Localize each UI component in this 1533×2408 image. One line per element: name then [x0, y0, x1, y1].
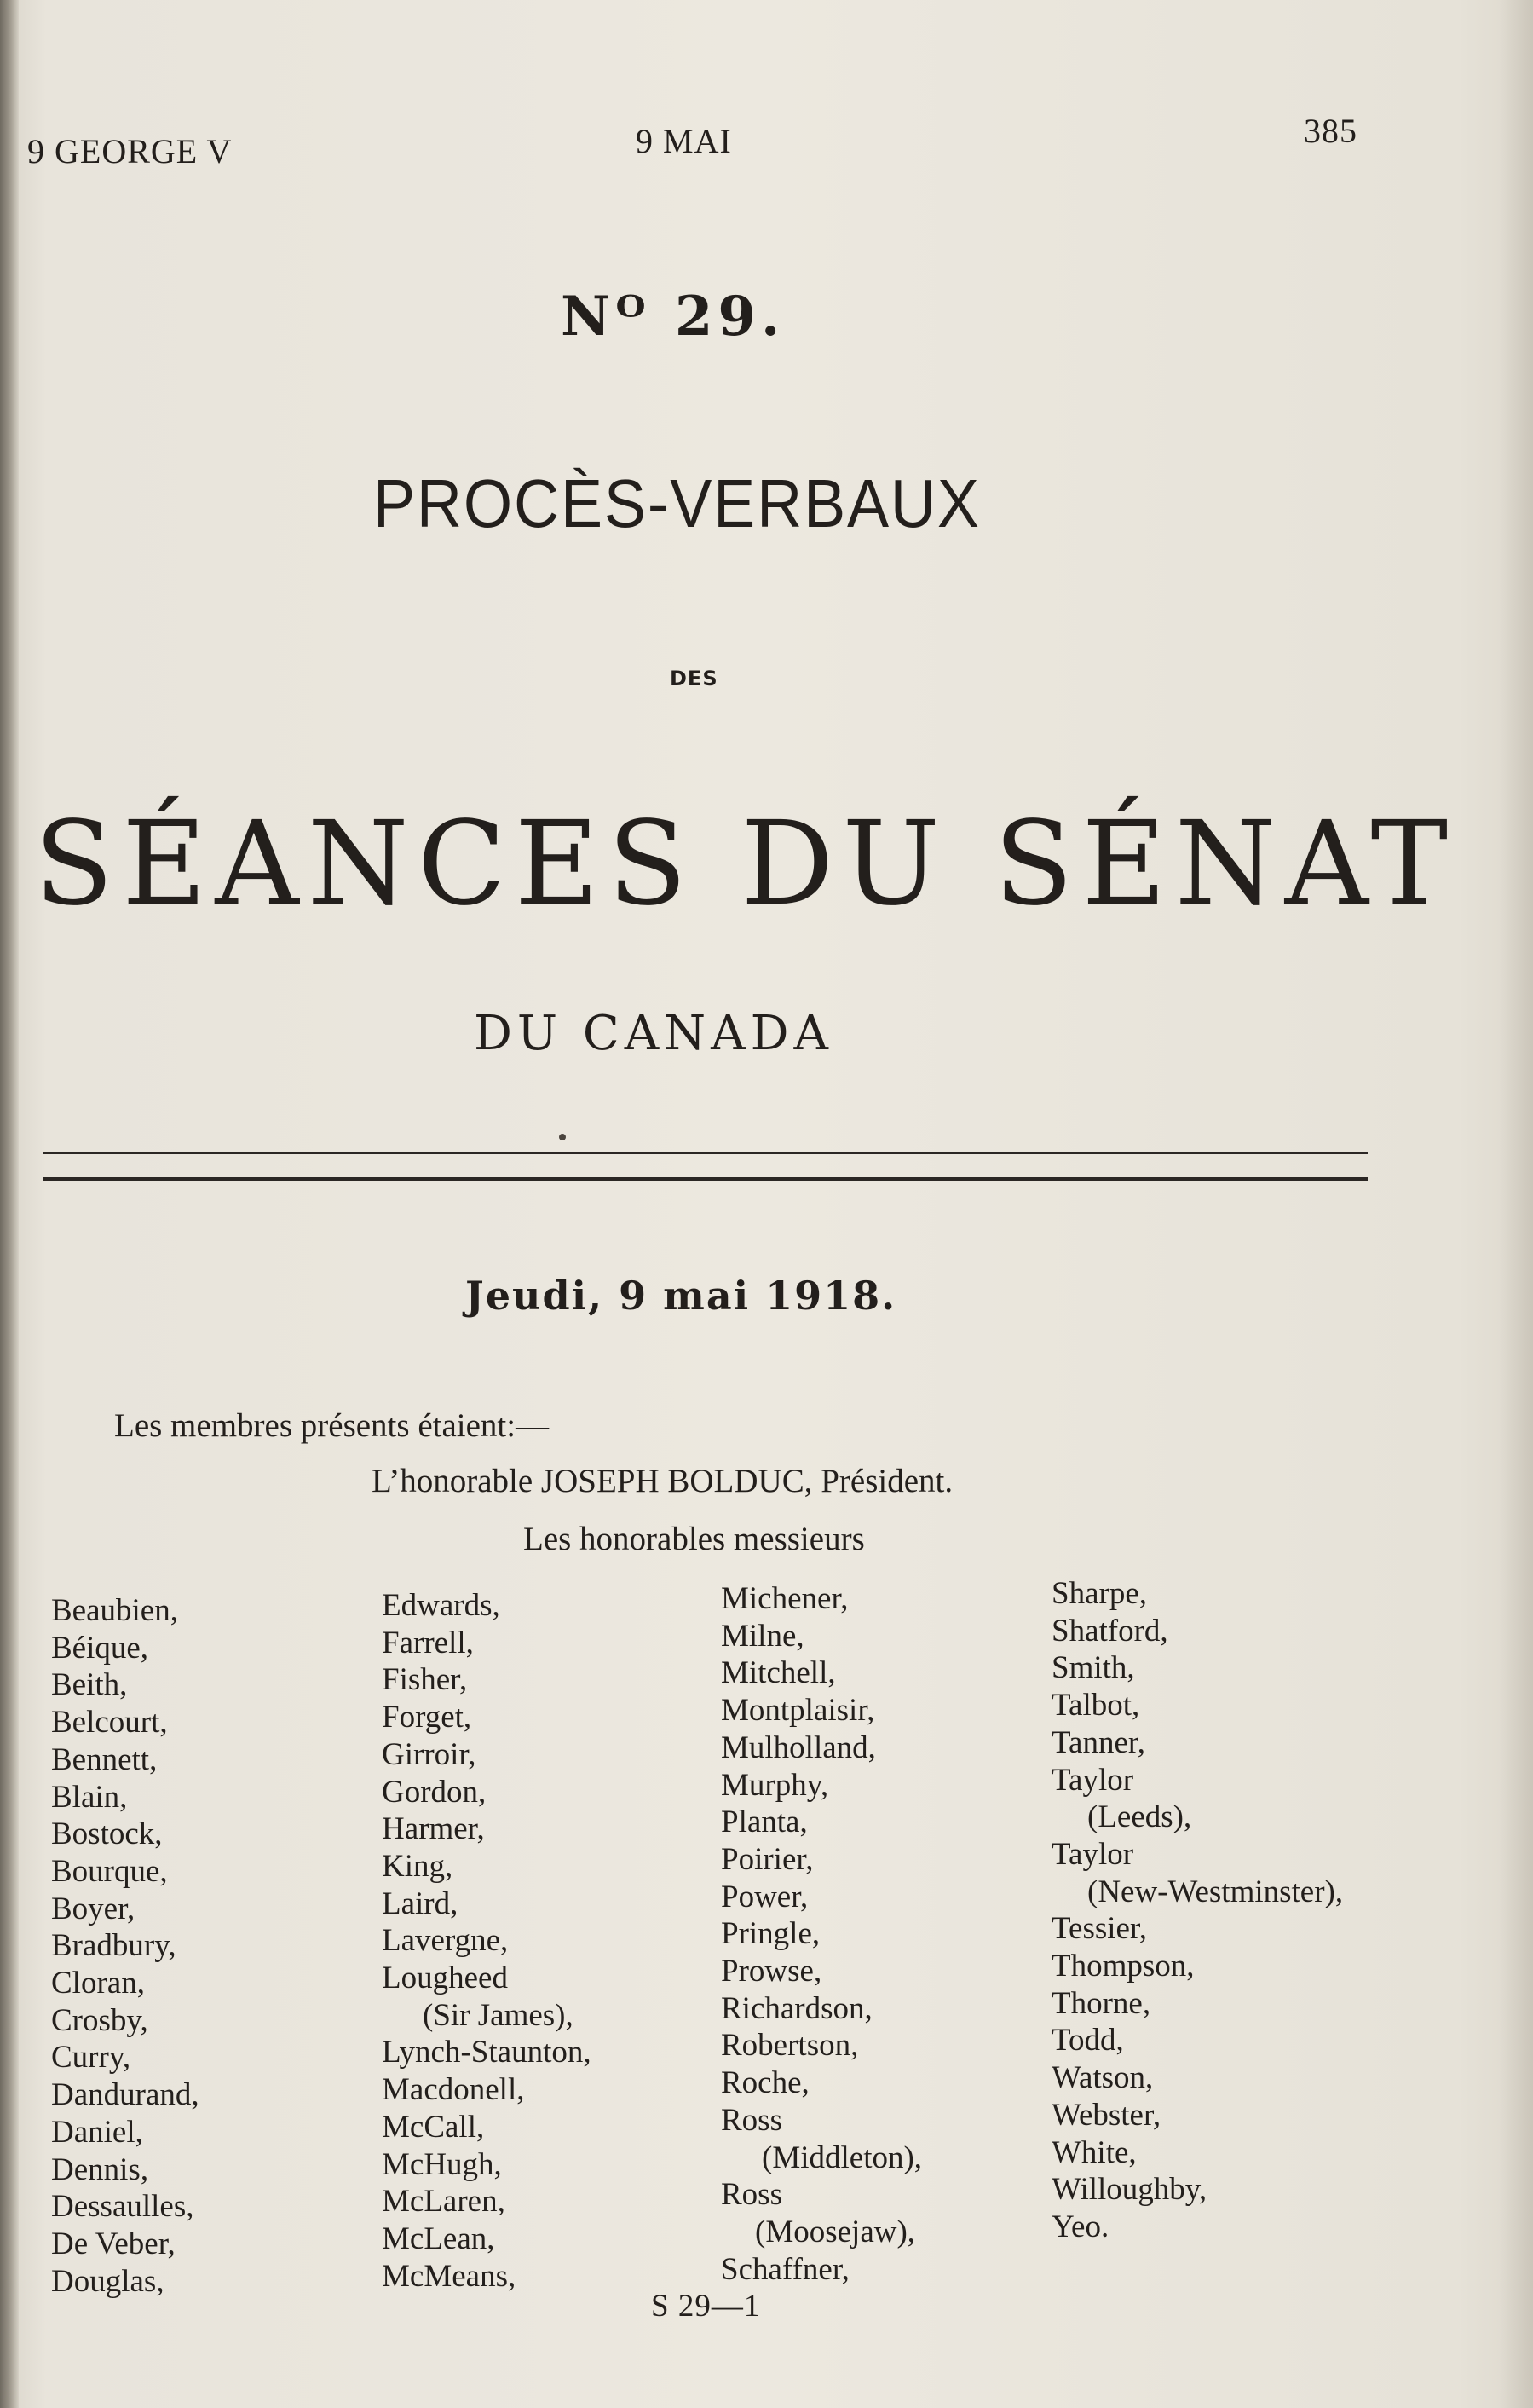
member-name: (Sir James),	[423, 1997, 573, 2033]
divider-rule-top	[43, 1152, 1368, 1154]
member-name: Dennis,	[51, 2151, 149, 2187]
title-des: DES	[670, 667, 718, 690]
member-name: Lavergne,	[382, 1923, 509, 1959]
member-name: (Middleton),	[762, 2139, 923, 2175]
member-name: Webster,	[1052, 2097, 1161, 2133]
member-name: Power,	[721, 1879, 809, 1914]
member-name: Bradbury,	[51, 1928, 176, 1964]
member-name: Mitchell,	[721, 1655, 836, 1691]
divider-rule-bottom	[43, 1177, 1368, 1181]
member-name: Macdonell,	[382, 2072, 525, 2108]
member-name: Pringle,	[721, 1916, 821, 1952]
member-name: Dessaulles,	[51, 2189, 194, 2225]
member-name: Sharpe,	[1052, 1576, 1147, 1611]
member-name: Lynch-Staunton,	[382, 2035, 591, 2070]
member-name: Harmer,	[382, 1811, 485, 1847]
member-name: Beith,	[51, 1667, 128, 1703]
member-name: Roche,	[721, 2065, 810, 2101]
ink-speck	[559, 1134, 566, 1140]
member-name: Robertson,	[721, 2028, 859, 2064]
member-name: McLaren,	[382, 2184, 505, 2220]
member-name: Todd,	[1052, 2023, 1124, 2059]
member-name: Mulholland,	[721, 1729, 876, 1765]
member-name: (New-Westminster),	[1087, 1874, 1344, 1909]
member-name: Talbot,	[1052, 1688, 1140, 1724]
member-name: Ross	[721, 2102, 782, 2138]
member-name: De Veber,	[51, 2226, 176, 2261]
book-spine-shadow	[0, 0, 19, 2408]
honorables-heading: Les honorables messieurs	[523, 1521, 865, 1557]
title-proces-verbaux: PROCÈS-VERBAUX	[373, 465, 981, 541]
session-date: Jeudi, 9 mai 1918.	[465, 1273, 897, 1319]
member-name: King,	[382, 1848, 453, 1884]
member-name: Douglas,	[51, 2263, 164, 2299]
member-name: McLean,	[382, 2220, 495, 2256]
member-name: Thorne,	[1052, 1985, 1151, 2021]
members-intro: Les membres présents étaient:—	[114, 1407, 550, 1444]
member-name: Poirier,	[721, 1841, 814, 1877]
member-name: Crosby,	[51, 2002, 148, 2038]
member-name: Farrell,	[382, 1625, 474, 1660]
printer-signature: S 29—1	[651, 2289, 761, 2324]
member-name: Willoughby,	[1052, 2172, 1207, 2208]
member-name: Yeo.	[1052, 2209, 1109, 2244]
member-name: Blain,	[51, 1779, 128, 1815]
member-name: Edwards,	[382, 1588, 500, 1623]
members-column-2	[382, 1587, 591, 2295]
members-column-4	[1052, 1575, 1343, 2246]
member-name: Curry,	[51, 2040, 131, 2076]
member-name: Taylor	[1052, 1836, 1134, 1872]
member-name: Bennett,	[51, 1741, 158, 1777]
member-name: Murphy,	[721, 1767, 829, 1803]
member-name: Girroir,	[382, 1736, 476, 1772]
member-name: McMeans,	[382, 2258, 516, 2294]
member-name: Taylor	[1052, 1762, 1134, 1798]
member-name: Ross	[721, 2177, 782, 2213]
page-number: 385	[1304, 112, 1357, 150]
member-name: Planta,	[721, 1805, 808, 1840]
member-name: White,	[1052, 2134, 1137, 2170]
member-name: Richardson,	[721, 1990, 873, 2026]
members-column-1	[51, 1592, 199, 2300]
running-header-center: 9 MAI	[636, 122, 732, 160]
member-name: Fisher,	[382, 1662, 468, 1698]
member-name: Dandurand,	[51, 2077, 199, 2113]
title-seances-du-senat: SÉANCES DU SÉNAT	[34, 797, 1457, 932]
document-number: Nᴼ 29.	[561, 285, 786, 349]
member-name: (Leeds),	[1087, 1799, 1192, 1835]
member-name: Béique,	[51, 1630, 149, 1666]
title-du-canada: DU CANADA	[474, 1006, 833, 1061]
member-name: (Moosejaw),	[755, 2214, 916, 2249]
member-name: Boyer,	[51, 1891, 135, 1926]
president-line: L’honorable JOSEPH BOLDUC, Président.	[372, 1463, 954, 1499]
members-column-3	[721, 1580, 922, 2288]
member-name: Prowse,	[721, 1954, 822, 1989]
member-name: Laird,	[382, 1885, 458, 1921]
member-name: Shatford,	[1052, 1613, 1168, 1649]
member-name: Gordon,	[382, 1774, 487, 1810]
member-name: Michener,	[721, 1581, 849, 1616]
member-name: Bourque,	[51, 1853, 168, 1889]
member-name: McCall,	[382, 2109, 485, 2145]
running-header-left: 9 GEORGE V	[27, 132, 233, 170]
member-name: Milne,	[721, 1618, 804, 1654]
member-name: Daniel,	[51, 2114, 143, 2150]
member-name: Tessier,	[1052, 1911, 1148, 1947]
member-name: Bostock,	[51, 1816, 163, 1852]
member-name: Forget,	[382, 1700, 472, 1735]
member-name: Beaubien,	[51, 1593, 178, 1628]
member-name: Schaffner,	[721, 2251, 850, 2287]
member-name: Lougheed	[382, 1960, 508, 1996]
member-name: Watson,	[1052, 2060, 1154, 2096]
member-name: McHugh,	[382, 2146, 502, 2182]
member-name: Belcourt,	[51, 1705, 168, 1741]
member-name: Thompson,	[1052, 1949, 1195, 1984]
member-name: Tanner,	[1052, 1724, 1145, 1760]
page-edge-shadow	[1499, 0, 1533, 2408]
member-name: Cloran,	[51, 1966, 145, 2001]
member-name: Montplaisir,	[721, 1693, 875, 1729]
member-name: Smith,	[1052, 1650, 1135, 1686]
